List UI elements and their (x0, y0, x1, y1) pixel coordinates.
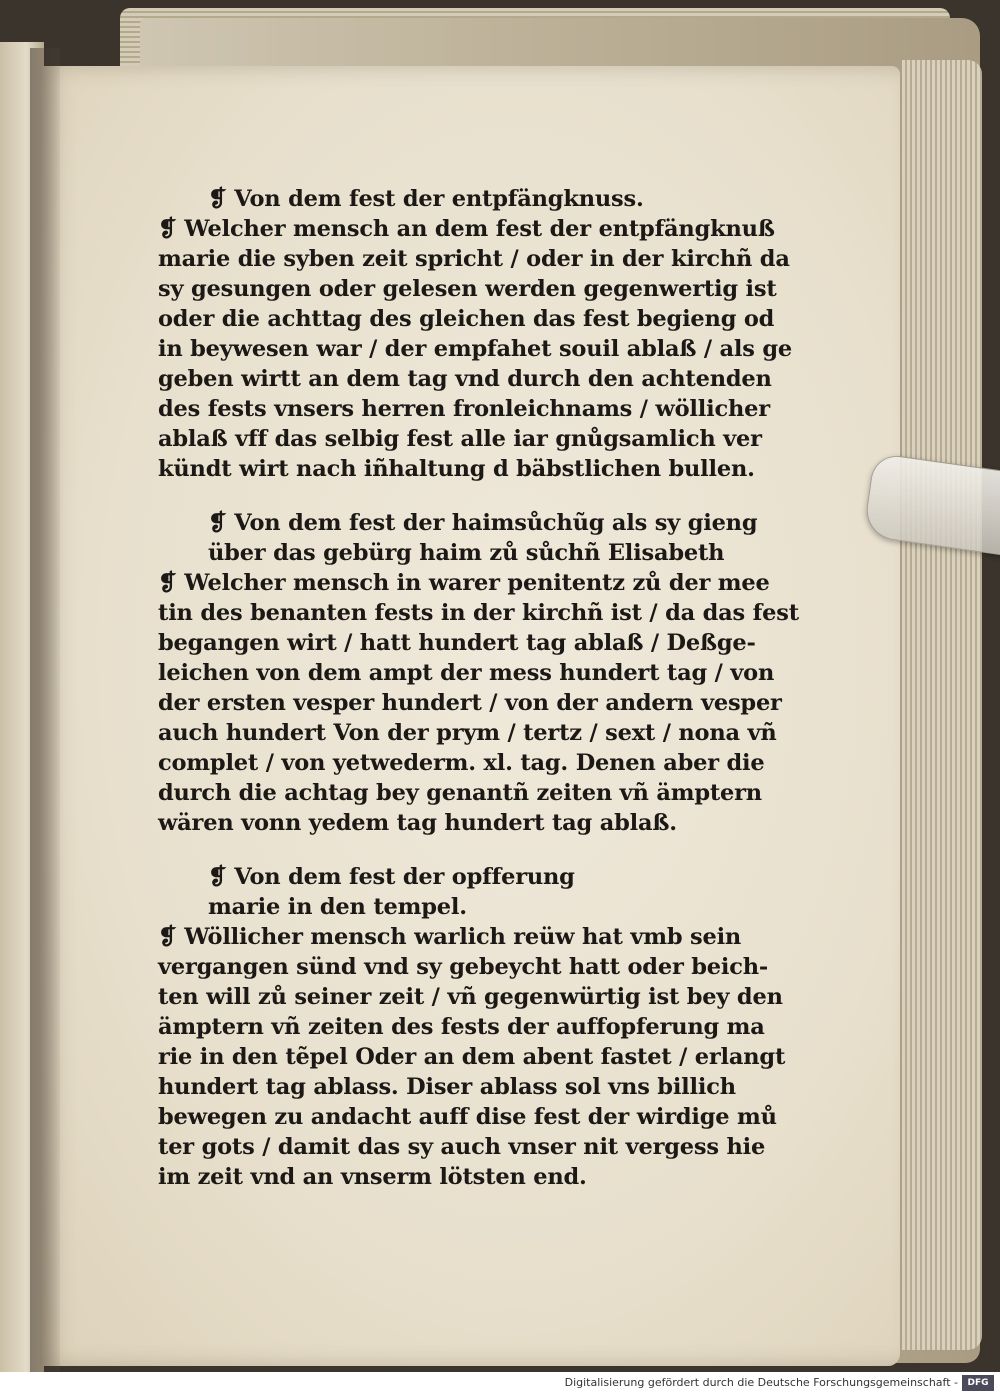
text-line: begangen wirt / hatt hundert tag ablaß / Deßge- (158, 630, 756, 656)
text-line: in beywesen war / der empfahet souil ablaß / als ge (158, 336, 793, 362)
text-line: ❡ Wöllicher mensch warlich reüw hat vmb sein (158, 924, 742, 950)
section-heading: ❡ Von dem fest der entpfängknuss. (208, 186, 644, 212)
text-line: ablaß vff das selbig fest alle iar gnůgsamlich ver (158, 426, 762, 452)
text-line: tin des benanten fests in der kirchñ ist / da das fest (158, 600, 799, 626)
text-line: oder die achttag des gleichen das fest begieng od (158, 306, 775, 332)
section-heading: marie in den tempel. (208, 894, 467, 920)
text-line: im zeit vnd an vnserm lötsten end. (158, 1164, 587, 1190)
text-line: wären vonn yedem tag hundert tag ablaß. (158, 810, 677, 836)
text-line: leichen von dem ampt der mess hundert tag / von (158, 660, 775, 686)
page-edges-right (902, 60, 982, 1350)
text-line: complet / von yetwederm. xl. tag. Denen aber die (158, 750, 765, 776)
text-line: hundert tag ablass. Diser ablass sol vns billich (158, 1074, 736, 1100)
section-heading: ❡ Von dem fest der haimsůchũg als sy gieng (208, 510, 758, 536)
text-line: ter gots / damit das sy auch vnser nit vergess hie (158, 1134, 766, 1160)
text-line: rie in den tẽpel Oder an dem abent fastet / erlangt (158, 1044, 786, 1070)
text-line: bewegen zu andacht auff dise fest der wirdige mů (158, 1104, 777, 1130)
section-heading: über das gebürg haim zů sůchñ Elisabeth (208, 540, 725, 566)
section-visitation (158, 508, 799, 838)
text-line: ❡ Welcher mensch an dem fest der entpfängknuß (158, 216, 775, 242)
text-line: ❡ Welcher mensch in warer penitentz zů der mee (158, 570, 770, 596)
text-line: sy gesungen oder gelesen werden gegenwertig ist (158, 276, 777, 302)
footer-credit: Digitalisierung gefördert durch die Deutsche Forschungsgemeinschaft - (564, 1376, 958, 1389)
dfg-logo: DFG (962, 1375, 994, 1391)
text-line: ämptern vñ zeiten des fests der auffopferung ma (158, 1014, 765, 1040)
text-line: geben wirtt an dem tag vnd durch den achtenden (158, 366, 772, 392)
section-heading: ❡ Von dem fest der opfferung (208, 864, 575, 890)
text-line: marie die syben zeit spricht / oder in der kirchñ da (158, 246, 790, 272)
text-line: kündt wirt nach iñhaltung d bäbstlichen bullen. (158, 456, 755, 482)
text-line: vergangen sünd vnd sy gebeycht hatt oder beich- (158, 954, 769, 980)
footer-bar (0, 1372, 1000, 1395)
book-gutter (30, 48, 60, 1372)
text-line: auch hundert Von der prym / tertz / sext / nona vñ (158, 720, 777, 746)
recto-page (40, 66, 900, 1366)
section-presentation (158, 862, 786, 1192)
text-line: der ersten vesper hundert / von der andern vesper (158, 690, 782, 716)
text-block (158, 184, 799, 1192)
text-line: durch die achtag bey genantñ zeiten vñ ämptern (158, 780, 762, 806)
text-line: ten will zů seiner zeit / vñ gegenwürtig ist bey den (158, 984, 783, 1010)
section-conception (158, 184, 793, 484)
text-line: des fests vnsers herren fronleichnams / wöllicher (158, 396, 770, 422)
